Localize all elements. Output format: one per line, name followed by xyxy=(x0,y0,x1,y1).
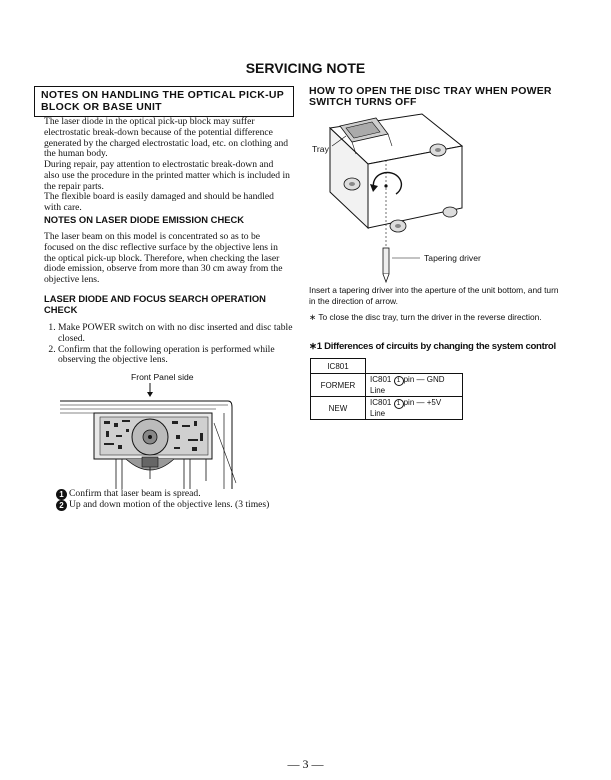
legend-text-2: Up and down motion of the objective lens. (3 times) xyxy=(69,499,270,510)
number-1-icon: 1 xyxy=(56,489,67,500)
table-row xyxy=(311,359,463,374)
number-2-icon: 2 xyxy=(56,500,67,511)
table-row xyxy=(311,397,463,420)
page-number: — 3 — xyxy=(287,757,324,771)
handling-notes-heading: NOTES ON HANDLING THE OPTICAL PICK-UP BLOCK OR BASE UNIT xyxy=(34,86,294,117)
table-header-cell: IC801 xyxy=(311,359,366,374)
focus-search-heading: LASER DIODE AND FOCUS SEARCH OPERATION CHECK xyxy=(44,293,266,315)
emission-check-heading: NOTES ON LASER DIODE EMISSION CHECK xyxy=(44,214,245,225)
step-item-1: 1. Make POWER switch on with no disc inserted and disc table closed. xyxy=(58,323,304,345)
legend-text-1: Confirm that laser beam is spread. xyxy=(69,488,201,499)
tray-label: Tray xyxy=(312,144,329,154)
emission-check-text: The laser beam on this model is concentrated so as to be focused on the disc reflective surface by the objective lens in the optical pick-up block. Therefore, when checking the laser diode emission, observe from more than 30 cm away from the objective lens. xyxy=(44,231,283,286)
row-label-former: FORMER xyxy=(311,374,366,397)
pin-number-icon: 1 xyxy=(394,399,404,409)
pin-number-icon: 1 xyxy=(394,376,404,386)
diff-heading-text: Differences of circuits by changing the system control xyxy=(324,341,556,352)
pickup-block-illustration xyxy=(56,383,292,489)
table-row xyxy=(311,374,463,397)
circuit-differences-heading xyxy=(309,341,569,352)
front-panel-label: Front Panel side xyxy=(131,372,194,382)
page-title: SERVICING NOTE xyxy=(245,60,366,76)
insert-driver-instruction: Insert a tapering driver into the aperture of the unit bottom, and turn in the direction of arrow. xyxy=(309,285,559,306)
legend-item-2 xyxy=(56,499,296,511)
tapering-driver-label: Tapering driver xyxy=(424,253,481,263)
table-empty-cell xyxy=(366,359,463,374)
step-item-2: 2. Confirm that the following operation is performed while observing the objective lens. xyxy=(58,345,304,367)
close-tray-note xyxy=(309,312,571,323)
row-value-new: IC801 1 pin — +5V Line xyxy=(366,397,463,420)
row-value-former: IC801 1 pin — GND Line xyxy=(366,374,463,397)
close-tray-note-text: To close the disc tray, turn the driver in the reverse direction. xyxy=(318,312,542,322)
open-tray-heading: HOW TO OPEN THE DISC TRAY WHEN POWER SWITCH TURNS OFF xyxy=(309,85,552,108)
handling-paragraph-3: The flexible board is easily damaged and should be handled with care. xyxy=(44,191,274,213)
handling-paragraph-2: During repair, pay attention to electrostatic break-down and also use the procedure in the printed matter which is included in the repair parts. xyxy=(44,159,290,192)
check-steps-list xyxy=(44,323,304,366)
diff-heading-mark: ∗1 xyxy=(309,341,322,352)
row-label-new: NEW xyxy=(311,397,366,420)
handling-paragraph-1: The laser diode in the optical pick-up block may suffer electrostatic break-down because of the potential difference generated by the charged electrostatic load, etc. on clothing and the human body. xyxy=(44,116,289,160)
note-asterisk: ∗ xyxy=(309,312,317,322)
ic801-differences-table xyxy=(310,358,463,420)
